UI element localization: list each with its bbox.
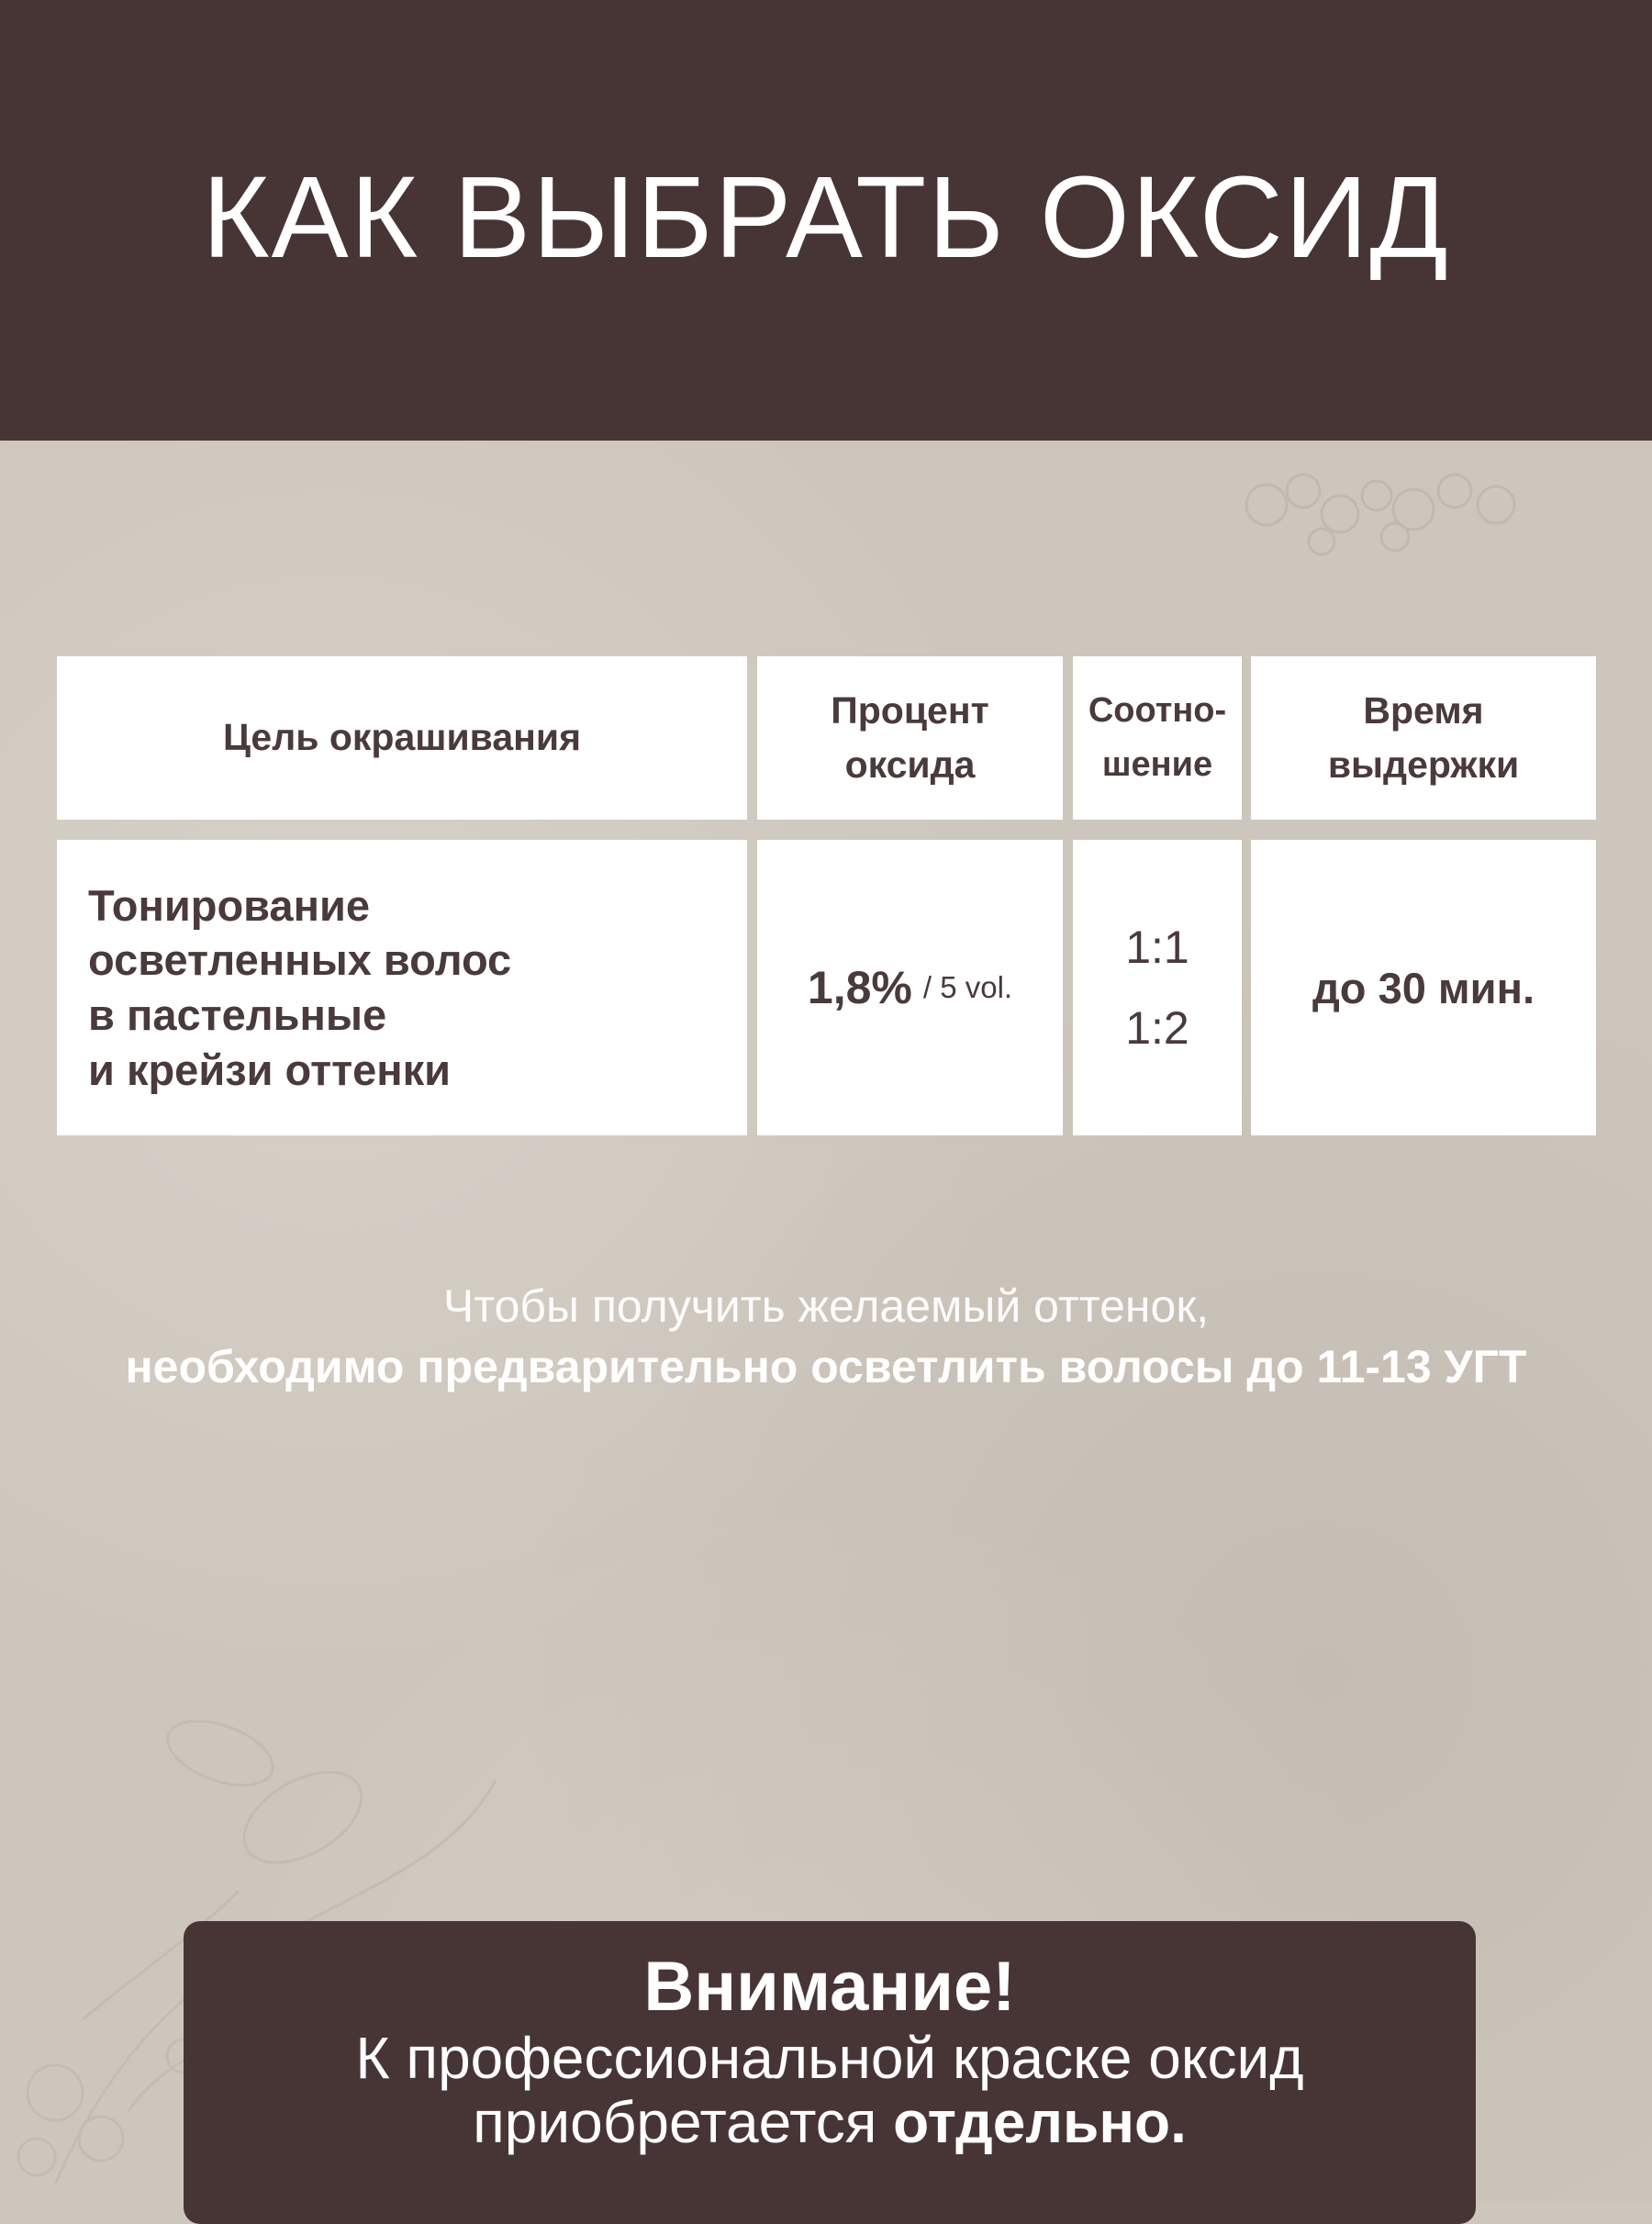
table-header-time [1251,656,1596,820]
ratio-value: 1:1 [1125,922,1189,973]
attention-line2 [184,2090,1476,2154]
attention-box [184,1921,1476,2224]
table-header-percent-line1: Процент [831,688,989,732]
table-cell-ratio [1073,840,1242,1135]
table-cell-goal [57,840,747,1135]
percent-value: 1,8% [807,962,912,1013]
attention-title: Внимание! [643,1948,1016,2026]
page-title: КАК ВЫБРАТЬ ОКСИД [202,151,1450,282]
goal-line: осветленных волос [88,935,512,985]
goal-line: Тонирование [88,880,370,930]
table-header-goal [57,656,747,820]
note-line1: Чтобы получить желаемый оттенок, [442,1280,1210,1332]
attention-line2-regular: приобретается [473,2089,894,2155]
table-cell-percent [757,840,1063,1135]
goal-line: и крейзи оттенки [88,1045,452,1094]
note-line2: необходимо предварительно осветлить волосы до 11-13 УГТ [125,1341,1527,1392]
time-value: до 30 мин. [1312,963,1535,1012]
table-header-time-line2: выдержки [1327,743,1520,786]
table-header-ratio-line2: шение [1101,745,1213,784]
lightening-note [0,1276,1652,1397]
ratio-value: 1:2 [1125,1002,1189,1054]
table-header-time-line1: Время [1363,688,1484,732]
attention-line1: К профессиональной краске оксид [355,2025,1304,2091]
goal-line: в пастельные [88,990,387,1039]
table-header-ratio-line1: Соотно- [1088,691,1227,731]
table-header-percent [757,656,1063,820]
table-header-percent-line2: оксида [844,743,976,786]
table-header-ratio [1073,656,1242,820]
percent-volume: / 5 vol. [922,970,1013,1004]
floral-ornament-top-right [1230,441,1560,578]
goal-text [88,878,511,1098]
header-banner [0,0,1652,441]
attention-line2-bold: отдельно. [893,2089,1187,2155]
table-cell-time [1251,840,1596,1135]
table-header-goal-label: Цель окрашивания [222,716,582,759]
